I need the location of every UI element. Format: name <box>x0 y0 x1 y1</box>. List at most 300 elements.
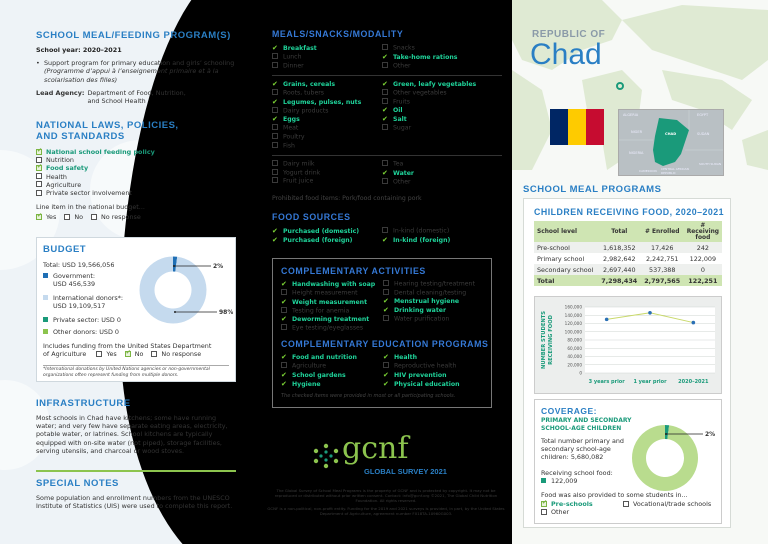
checkbox-item[interactable] <box>272 44 317 53</box>
checkbox-label: Drinking water <box>394 307 447 315</box>
gcnf-logo-icon <box>312 442 340 470</box>
country-flag <box>550 109 604 145</box>
checkbox-item[interactable] <box>382 98 476 107</box>
checkbox-unchecked-icon[interactable] <box>382 44 388 50</box>
programs-box <box>523 198 731 528</box>
checkbox-label: In-kind (foreign) <box>393 236 451 244</box>
map-label: ALGERIA <box>623 113 639 117</box>
checkbox-unchecked-icon[interactable] <box>272 177 278 183</box>
x-tick-label: 1 year prior <box>633 379 667 385</box>
checkbox-label: Snacks <box>393 44 415 52</box>
donut-leader-dot <box>665 433 667 435</box>
checkbox-label: Yes <box>106 350 117 359</box>
y-tick-label: 20,000 <box>567 362 582 368</box>
checkbox-unchecked-icon[interactable] <box>36 181 42 187</box>
checkbox-item[interactable] <box>383 362 460 371</box>
checkmark-icon[interactable]: ✔ <box>272 80 278 88</box>
checkbox-label: Handwashing with soap <box>292 281 376 288</box>
checkmark-icon[interactable]: ✔ <box>383 379 389 388</box>
checkbox-unchecked-icon[interactable] <box>272 107 278 113</box>
location-marker-icon <box>616 82 624 90</box>
checked-note: The checked items were provided in most or all participating schools. <box>281 393 456 399</box>
checkbox-label: HIV prevention <box>394 371 447 379</box>
checkmark-icon[interactable]: ✔ <box>281 379 287 388</box>
checkbox-item[interactable] <box>382 44 457 53</box>
checkmark-icon[interactable]: ✔ <box>272 115 278 124</box>
checkmark-icon[interactable]: ✔ <box>382 80 388 88</box>
checkbox-unchecked-icon[interactable] <box>36 190 42 196</box>
special-notes-heading: SPECIAL NOTES <box>36 478 119 489</box>
checkbox-item[interactable] <box>272 169 320 178</box>
school-year: School year: 2020–2021 <box>36 46 122 54</box>
checkbox-item[interactable] <box>272 89 361 98</box>
checkmark-icon[interactable]: ✔ <box>272 44 278 52</box>
map-label: CAMEROON <box>639 169 657 173</box>
laws-section <box>36 120 236 222</box>
checkbox-item[interactable] <box>36 156 236 164</box>
x-tick-label: 3 years prior <box>588 379 625 385</box>
table-cell: 1,618,352 <box>598 242 641 253</box>
checkbox-unchecked-icon[interactable] <box>382 227 388 233</box>
checkbox-item[interactable] <box>382 124 476 133</box>
checkbox-item[interactable] <box>382 115 476 124</box>
checkbox-label: Fruit juice <box>283 177 314 185</box>
checkmark-icon[interactable]: ✔ <box>272 236 278 245</box>
checkmark-icon[interactable]: ✔ <box>272 97 278 106</box>
checkbox-item[interactable] <box>383 306 475 315</box>
checkmark-icon[interactable]: ✔ <box>382 235 388 244</box>
checkbox-item[interactable] <box>541 508 623 516</box>
laws-heading-1: NATIONAL LAWS, POLICIES, <box>36 120 179 131</box>
checkbox-item[interactable] <box>151 350 201 358</box>
coverage-total-line: secondary school-age <box>541 445 611 454</box>
checkbox-item[interactable] <box>96 350 116 358</box>
checkbox-unchecked-icon[interactable] <box>382 160 388 166</box>
checkbox-unchecked-icon[interactable] <box>96 351 102 357</box>
divider <box>43 365 229 366</box>
complementary-box <box>272 258 492 408</box>
footer-funding: GCNF is a non-political, non-profit entity. Funding for the 2019 and 2021 surveys is provided, in part, by the United States Department of Agriculture, agreement number FX18TA-10960G003. <box>267 506 505 516</box>
checkbox-item[interactable] <box>382 227 450 236</box>
checkbox-unchecked-icon[interactable] <box>272 62 278 68</box>
education-right-list <box>383 353 460 389</box>
table-total-cell: 2,797,565 <box>641 275 684 286</box>
table-cell: Pre-school <box>534 242 598 253</box>
checkbox-item[interactable] <box>382 106 476 115</box>
checkmark-icon[interactable]: ✔ <box>281 315 287 324</box>
checkbox-item[interactable] <box>272 160 320 169</box>
checkmark-icon[interactable]: ✔ <box>382 52 388 61</box>
lead-agency-value: Department of Food, Nutrition, and School Health <box>87 88 186 106</box>
checkbox-unchecked-icon[interactable] <box>383 289 389 295</box>
checkbox-label: No <box>74 213 84 222</box>
checkbox-unchecked-icon[interactable] <box>272 133 278 139</box>
coverage-subheading-1: PRIMARY AND SECONDARY <box>541 417 632 424</box>
checkbox-label: Physical education <box>394 380 460 388</box>
special-notes-text: Some population and enrollment numbers from the UNESCO Institute of Statistics (UIS) were used to complete this report. <box>36 494 233 511</box>
legend-swatch-private <box>43 317 48 322</box>
infrastructure-text: Most schools in Chad have kitchens; some have running water; and very few have separate eating areas, electricity, potable water, or latrines. School kitchens are typically equipped with on-site water (not piped), storage facilities, serving utensils, and charcoal or wood stoves. <box>36 414 228 455</box>
sources-right-list <box>382 227 450 245</box>
checkbox-item[interactable] <box>91 213 141 221</box>
checkmark-icon[interactable]: ✔ <box>382 115 388 124</box>
checkbox-unchecked-icon[interactable] <box>382 89 388 95</box>
meals-heading: MEALS/SNACKS/MODALITY <box>272 29 404 39</box>
checkbox-label: Poultry <box>283 133 305 141</box>
usda-question-line1: Includes funding from the United States Department <box>43 342 212 350</box>
checkbox-label: Other <box>393 178 411 186</box>
program-name: Support program for primary education and girls’ schooling <box>44 59 235 68</box>
checkbox-checked-icon[interactable] <box>125 351 131 357</box>
programs-heading: SCHOOL MEAL PROGRAMS <box>523 184 662 195</box>
y-axis-label: NUMBER STUDENTS <box>541 311 547 369</box>
checkmark-icon[interactable]: ✔ <box>281 280 287 288</box>
donut-data-label: 98% <box>219 309 233 316</box>
checkbox-label: Fruits <box>393 98 410 106</box>
donut-data-label: 2% <box>213 263 224 270</box>
checkbox-item[interactable] <box>272 53 317 62</box>
y-tick-label: 160,000 <box>564 304 582 310</box>
checkbox-item[interactable] <box>541 500 623 508</box>
children-heading: CHILDREN RECEIVING FOOD, 2020–2021 <box>534 207 725 217</box>
coverage-donut-chart <box>627 414 721 494</box>
checkbox-unchecked-icon[interactable] <box>281 289 287 295</box>
checkbox-label: Reproductive health <box>394 362 457 370</box>
budget-box <box>36 237 236 382</box>
checkbox-unchecked-icon[interactable] <box>383 315 389 321</box>
checkbox-item[interactable] <box>281 380 357 389</box>
trend-chart-box <box>534 296 722 394</box>
checkbox-label: National school feeding policy <box>46 148 155 156</box>
checkbox-label: Weight measurement <box>292 298 368 306</box>
checkbox-label: Deworming treatment <box>292 316 370 324</box>
activities-heading: COMPLEMENTARY ACTIVITIES <box>281 266 426 276</box>
country-prefix: REPUBLIC OF <box>532 29 606 40</box>
divider <box>272 75 502 76</box>
program-name-fr: (Programme d’appui à l’enseignement primaire et à la scolarisation des filles) <box>44 67 219 84</box>
checkbox-item[interactable] <box>382 53 457 62</box>
table-header-row <box>534 221 722 242</box>
also-provided-label: Food was also provided to some students in... <box>541 491 688 499</box>
checkbox-item[interactable] <box>281 289 375 298</box>
prohibited-items: Prohibited food items: Pork/food containing pork <box>272 195 422 202</box>
table-cell: Secondary school <box>534 264 598 275</box>
checkmark-icon[interactable]: ✔ <box>281 297 287 306</box>
legend-private <box>43 316 121 324</box>
checkbox-item[interactable] <box>382 236 450 245</box>
checkbox-item[interactable] <box>382 80 476 89</box>
checkbox-unchecked-icon[interactable] <box>36 157 42 163</box>
donut-slice-international-donors <box>147 264 199 316</box>
coverage-total-line: children: 5,680,082 <box>541 453 604 462</box>
checkbox-item[interactable] <box>36 189 236 197</box>
middle-panel <box>260 0 512 544</box>
map-label: EGYPT <box>697 113 709 117</box>
checkbox-item[interactable] <box>281 315 375 324</box>
table-row <box>534 264 722 275</box>
checkbox-label: Water <box>393 169 414 177</box>
legend-value: USD 456,539 <box>53 280 96 289</box>
legend-label: Government: <box>53 272 96 280</box>
lead-agency-label: Lead Agency: <box>36 88 85 97</box>
checkbox-item[interactable] <box>272 133 361 142</box>
legend-label: Other donors: USD 0 <box>53 328 119 336</box>
checkbox-item[interactable] <box>125 350 144 358</box>
checkbox-label: Purchased (domestic) <box>283 228 360 235</box>
checkbox-checked-icon[interactable] <box>541 501 547 507</box>
checkbox-unchecked-icon[interactable] <box>281 324 287 330</box>
checkbox-unchecked-icon[interactable] <box>383 280 389 286</box>
legend-value: USD 19,109,517 <box>53 302 106 311</box>
checkbox-item[interactable] <box>383 297 475 306</box>
checkbox-unchecked-icon[interactable] <box>541 509 547 515</box>
sources-heading: FOOD SOURCES <box>272 212 351 222</box>
foods-right-list <box>382 80 476 133</box>
checkbox-item[interactable] <box>382 160 414 169</box>
checkbox-item[interactable] <box>382 62 457 71</box>
checkbox-item[interactable] <box>272 98 361 107</box>
children-table-wrap <box>534 221 722 286</box>
checkbox-unchecked-icon[interactable] <box>272 89 278 95</box>
infrastructure-heading: INFRASTRUCTURE <box>36 398 131 409</box>
donut-data-label: 2% <box>705 431 716 438</box>
checkbox-item[interactable] <box>272 62 317 71</box>
legend-intl <box>43 294 123 310</box>
checkbox-checked-icon[interactable] <box>36 214 42 220</box>
checkbox-item[interactable] <box>382 169 414 178</box>
data-point <box>692 321 696 325</box>
checkbox-label: In-kind (domestic) <box>393 227 450 235</box>
checkmark-icon[interactable]: ✔ <box>281 353 287 361</box>
checkbox-item[interactable] <box>272 80 361 89</box>
map-label: CENTRAL AFRICAN REPUBLIC <box>661 167 689 175</box>
checkmark-icon[interactable]: ✔ <box>383 353 389 361</box>
checkbox-label: Green, leafy vegetables <box>393 81 477 88</box>
usda-question-line2: of Agriculture <box>43 350 87 359</box>
checkbox-label: Health <box>394 354 418 361</box>
checkbox-item[interactable] <box>281 371 357 380</box>
checkbox-label: Oil <box>393 107 403 115</box>
checkmark-icon[interactable]: ✔ <box>281 370 287 379</box>
checkbox-label: Water purification <box>394 315 450 323</box>
checkbox-item[interactable] <box>272 227 359 236</box>
coverage-receiving <box>541 469 613 485</box>
checkmark-icon[interactable]: ✔ <box>382 168 388 177</box>
checkbox-item[interactable] <box>383 289 475 298</box>
checkbox-unchecked-icon[interactable] <box>382 124 388 130</box>
checkbox-label: Eye testing/eyeglasses <box>292 324 364 332</box>
checkmark-icon[interactable]: ✔ <box>383 370 389 379</box>
checkbox-label: Meat <box>283 124 299 132</box>
checkbox-item[interactable] <box>272 236 359 245</box>
checkbox-label: Lunch <box>283 53 302 61</box>
checkbox-unchecked-icon[interactable] <box>382 62 388 68</box>
table-total-cell: 122,251 <box>684 275 722 286</box>
checkbox-label: Grains, cereals <box>283 81 336 88</box>
checkbox-label: Salt <box>393 116 407 124</box>
donut-leader-dot <box>174 311 176 313</box>
checkmark-icon[interactable]: ✔ <box>382 106 388 115</box>
table-cell: 2,697,440 <box>598 264 641 275</box>
gcnf-logo-text: gcnf <box>342 431 409 466</box>
checkbox-item[interactable] <box>383 280 475 289</box>
y-axis-label: RECEIVING FOOD <box>548 315 554 365</box>
checkbox-unchecked-icon[interactable] <box>272 160 278 166</box>
checkbox-unchecked-icon[interactable] <box>91 214 97 220</box>
checkbox-label: Breakfast <box>283 45 317 52</box>
coverage-total <box>541 437 624 462</box>
checkbox-item[interactable] <box>272 115 361 124</box>
checkbox-label: Other <box>551 508 570 517</box>
checkmark-icon[interactable]: ✔ <box>383 306 389 315</box>
drinks-left-list <box>272 160 320 186</box>
section-heading: SCHOOL MEAL/FEEDING PROGRAM(S) <box>36 30 231 41</box>
education-left-list <box>281 353 357 389</box>
checkbox-unchecked-icon[interactable] <box>272 142 278 148</box>
y-tick-label: 100,000 <box>564 329 582 335</box>
budget-line-options <box>36 213 236 221</box>
checkbox-item[interactable] <box>281 298 375 307</box>
checkbox-unchecked-icon[interactable] <box>623 501 629 507</box>
checkbox-unchecked-icon[interactable] <box>382 178 388 184</box>
checkbox-item[interactable] <box>64 213 83 221</box>
country-locator-map <box>618 109 724 176</box>
receiving-label: Receiving school food: <box>541 469 613 477</box>
table-body <box>534 242 722 275</box>
checkbox-label: Agriculture <box>292 362 327 370</box>
checkbox-label: Roots, tubers <box>283 89 325 97</box>
right-panel <box>512 0 768 544</box>
table-row <box>534 242 722 253</box>
checkbox-item[interactable] <box>281 280 375 289</box>
checkbox-item[interactable] <box>36 148 236 156</box>
checkbox-item[interactable] <box>383 315 475 324</box>
checkbox-item[interactable] <box>281 362 357 371</box>
y-tick-label: 80,000 <box>567 337 582 343</box>
checkbox-unchecked-icon[interactable] <box>281 307 287 313</box>
checkbox-checked-icon[interactable] <box>36 165 42 171</box>
checkbox-item[interactable] <box>383 380 460 389</box>
checkbox-checked-icon[interactable] <box>36 149 42 155</box>
checkbox-label: No <box>134 350 144 359</box>
checkbox-label: Sugar <box>393 124 412 132</box>
checkbox-label: No response <box>161 350 202 359</box>
checkbox-item[interactable] <box>281 324 375 333</box>
flag-stripe <box>568 109 586 145</box>
table-cell: 242 <box>684 242 722 253</box>
children-table <box>534 221 722 286</box>
checkbox-label: Health <box>46 172 67 181</box>
checkbox-item[interactable] <box>382 178 414 187</box>
checkmark-icon[interactable]: ✔ <box>383 297 389 306</box>
table-cell: 17,426 <box>641 242 684 253</box>
y-tick-label: 40,000 <box>567 354 582 359</box>
also-provided-options <box>541 500 721 516</box>
checkbox-unchecked-icon[interactable] <box>151 351 157 357</box>
table-cell: 537,388 <box>641 264 684 275</box>
y-tick-label: 140,000 <box>564 312 582 318</box>
checkbox-label: Hygiene <box>292 380 321 388</box>
checkbox-item[interactable] <box>272 142 361 151</box>
checkbox-unchecked-icon[interactable] <box>272 169 278 175</box>
checkbox-item[interactable] <box>272 124 361 133</box>
checkbox-item[interactable] <box>36 173 236 181</box>
coverage-box <box>534 399 722 524</box>
checkbox-item[interactable] <box>382 89 476 98</box>
flag-stripe <box>550 109 568 145</box>
checkbox-label: Legumes, pulses, nuts <box>283 98 362 106</box>
checkbox-unchecked-icon[interactable] <box>36 173 42 179</box>
checkbox-label: Take-home rations <box>393 53 458 61</box>
budget-line-question: Line item in the national budget... <box>36 203 145 212</box>
flag-stripe <box>586 109 604 145</box>
checkbox-label: Fish <box>283 142 295 150</box>
y-tick-label: 60,000 <box>567 345 582 351</box>
coverage-total-line: Total number primary and <box>541 437 624 445</box>
education-heading: COMPLEMENTARY EDUCATION PROGRAMS <box>281 339 489 349</box>
checkbox-unchecked-icon[interactable] <box>64 214 70 220</box>
checkbox-label: Testing for anemia <box>292 307 350 315</box>
checkbox-item[interactable] <box>272 107 361 116</box>
checkbox-label: Dairy milk <box>283 160 315 168</box>
checkbox-item[interactable] <box>36 164 236 172</box>
checkbox-item[interactable] <box>36 181 236 189</box>
checkmark-icon[interactable]: ✔ <box>272 227 278 235</box>
x-tick-label: 2020–2021 <box>678 379 709 385</box>
trend-line-chart <box>535 297 723 395</box>
table-total-cell: Total <box>534 275 598 286</box>
table-header-cell: # Enrolled <box>641 221 684 242</box>
table-total-row <box>534 275 722 286</box>
checkbox-label: No response <box>101 213 141 222</box>
legend-swatch-other <box>43 329 48 334</box>
budget-heading: BUDGET <box>43 244 87 255</box>
checkbox-item[interactable] <box>281 353 357 362</box>
table-header-cell: # Receiving food <box>684 221 722 242</box>
budget-donut-chart <box>133 248 233 328</box>
checkbox-unchecked-icon[interactable] <box>272 124 278 130</box>
checkbox-item[interactable] <box>36 213 56 221</box>
table-header-cell: Total <box>598 221 641 242</box>
checkbox-unchecked-icon[interactable] <box>281 362 287 368</box>
checkbox-unchecked-icon[interactable] <box>382 98 388 104</box>
checkbox-unchecked-icon[interactable] <box>383 362 389 368</box>
legend-swatch-receiving <box>541 478 546 483</box>
legend-swatch-government <box>43 273 48 278</box>
checkbox-unchecked-icon[interactable] <box>272 53 278 59</box>
checkbox-label: Dental cleaning/testing <box>394 289 467 297</box>
legend-label: International donors*: <box>53 294 124 302</box>
left-panel <box>0 0 260 544</box>
checkbox-item[interactable] <box>383 353 460 362</box>
section-divider <box>36 470 236 472</box>
checkbox-item[interactable] <box>383 371 460 380</box>
checkbox-item[interactable] <box>272 177 320 186</box>
checkbox-label: Dinner <box>283 62 304 70</box>
checkbox-item[interactable] <box>623 500 719 508</box>
data-point <box>648 311 652 315</box>
table-cell: 2,242,751 <box>645 254 679 263</box>
donut-leader-dot <box>173 265 175 267</box>
checkbox-label: Pre-schools <box>551 500 593 508</box>
lead-agency <box>36 89 236 105</box>
checkbox-item[interactable] <box>281 307 375 316</box>
checkbox-label: School gardens <box>292 371 346 379</box>
coverage-subheading-2: SCHOOL-AGE CHILDREN <box>541 425 622 432</box>
laws-heading-2: AND STANDARDS <box>36 131 125 142</box>
checkbox-label: Private sector involvement <box>46 189 132 198</box>
school-meal-section <box>36 30 236 105</box>
